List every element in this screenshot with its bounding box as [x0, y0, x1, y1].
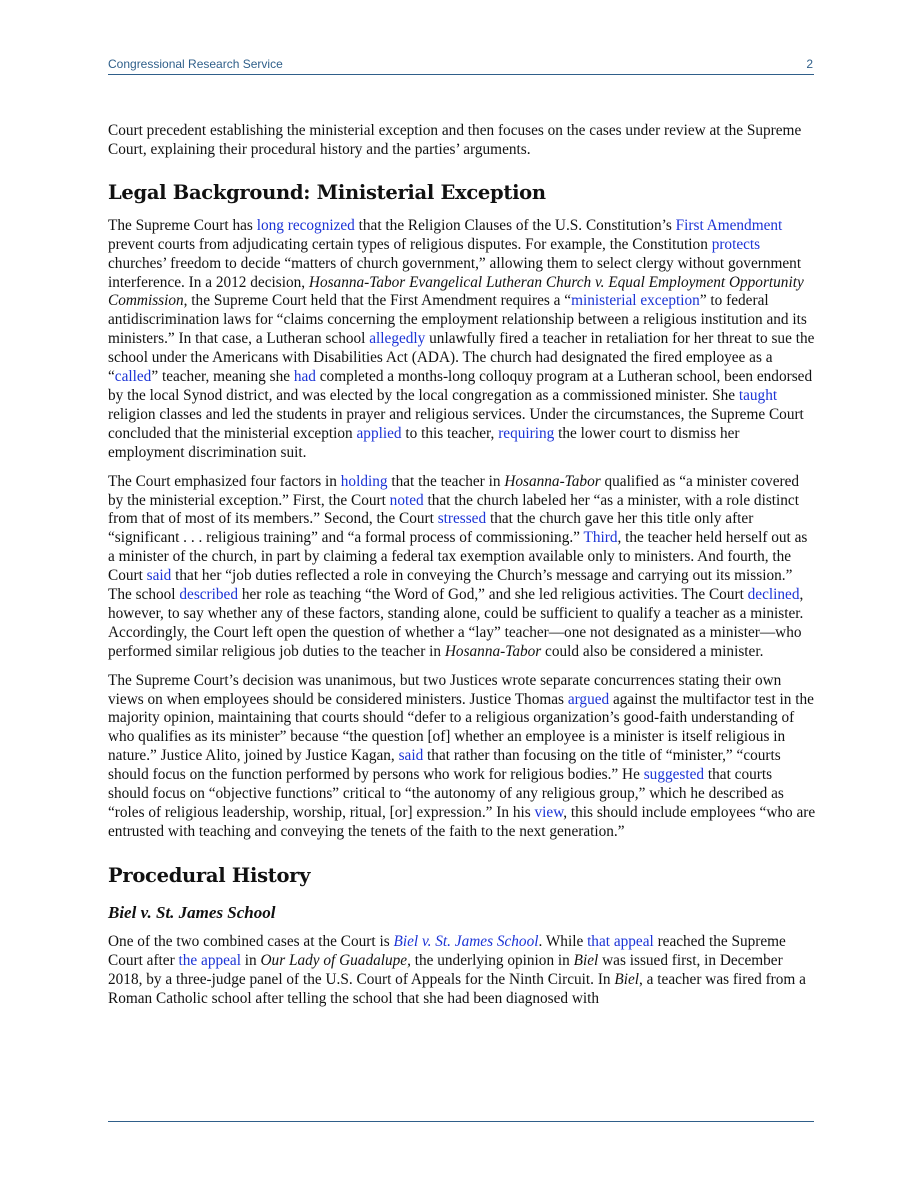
text-run: that the Religion Clauses of the U.S. Constitution’s	[354, 216, 676, 234]
link-long-recognized[interactable]: long recognized	[256, 216, 355, 234]
page-header	[108, 55, 814, 75]
legal-paragraph-1	[108, 217, 816, 463]
link-taught[interactable]: taught	[738, 386, 778, 404]
link-suggested[interactable]: suggested	[643, 766, 705, 784]
link-holding[interactable]: holding	[340, 472, 388, 490]
text-run: that her “job duties reflected a role in conveying the Church’s message and carrying out its mission.” The school	[108, 567, 793, 604]
text-run: against the multifactor test in the majority opinion, maintaining that courts should “defer to a religious organization’s good-faith understanding of who qualifies as its minister” because “the question [of] whether an employee is a minister is itself religious in nature.” Justice Alito, joined by Justice Kagan,	[108, 690, 814, 765]
text-run: churches’ freedom to decide “matters of church government,” allowing them to select clergy without government interference. In a 2012 decision,	[108, 254, 802, 291]
case-name-our-lady: Our Lady of Guadalupe,	[260, 951, 411, 969]
subheading-biel: Biel v. St. James School	[108, 902, 276, 922]
text-run: . While	[538, 932, 588, 950]
link-requiring[interactable]: requiring	[498, 424, 555, 442]
link-allegedly[interactable]: allegedly	[369, 330, 426, 348]
link-ministerial-exception[interactable]: ministerial exception	[571, 292, 700, 310]
link-described[interactable]: described	[179, 586, 238, 604]
text-run: that the teacher in	[387, 472, 505, 490]
text-run: that the church gave her this title only after “significant . . . religious training” and “a formal process of commissioning.”	[108, 510, 754, 547]
text-run: her role as teaching “the Word of God,” and she led religious activities. The Court	[238, 586, 748, 604]
text-run: the lower court to dismiss her employment discrimination suit.	[108, 424, 740, 461]
text-run: One of the two combined cases at the Court is	[108, 932, 394, 950]
legal-paragraph-3	[108, 672, 816, 842]
text-run: , however, to say whether any of these factors, standing alone, could be sufficient to qualify a teacher as a minister. Accordingly, the Court left open the question of whether a “lay” teacher—one not designated as a minister—who performed similar religious job duties to the teacher in	[108, 586, 804, 660]
case-name-hosanna-tabor: Hosanna-Tabor	[504, 472, 601, 490]
header-org: Congressional Research Service	[108, 57, 283, 71]
intro-paragraph: Court precedent establishing the ministerial exception and then focuses on the cases under review at the Supreme Court, explaining their procedural history and the parties’ arguments.	[108, 122, 802, 158]
text-run: was issued first, in December 2018, by a three-judge panel of the U.S. Court of Appeals for the Ninth Circuit. In	[108, 951, 783, 988]
text-run: that rather than focusing on the title of “minister,” “courts should focus on the function performed by persons who work for religious bodies.” He	[108, 747, 781, 784]
text-run: , the teacher held herself out as a minister of the church, in part by claiming a federal tax exemption available only to ministers. And fourth, the Court	[108, 529, 808, 585]
link-argued[interactable]: argued	[567, 690, 610, 708]
text-run: ” to federal antidiscrimination laws for “claims concerning the employment relationship between a religious institution and its ministers.” In that case, a Lutheran school	[108, 292, 807, 348]
text-run: to this teacher,	[401, 424, 499, 442]
link-stressed[interactable]: stressed	[437, 510, 487, 528]
text-run: completed a months-long colloquy program at a Lutheran school, been endorsed by the local Synod district, and was elected by the local congregation as a commissioned minister. She	[108, 368, 813, 404]
text-run: religion classes and led the students in prayer and religious services. Under the circumstances, the Supreme Court concluded that the ministerial exception	[108, 405, 804, 442]
link-view[interactable]: view	[534, 804, 564, 821]
case-name-biel: Biel	[573, 951, 599, 969]
link-declined[interactable]: declined	[747, 586, 800, 604]
text-run: The Supreme Court’s decision was unanimous, but two Justices wrote separate concurrences stating their own views on when employees should be considered ministers. Justice Thomas	[108, 671, 782, 708]
link-biel-v-st-james[interactable]: Biel v. St. James School	[393, 932, 539, 950]
footer-rule	[108, 1121, 814, 1122]
case-name-hosanna-tabor: Hosanna-Tabor Evangelical Lutheran Church v. Equal Employment Opportunity Commission	[108, 273, 804, 310]
section-heading-legal-background: Legal Background: Ministerial Exception	[108, 180, 546, 204]
link-applied[interactable]: applied	[356, 424, 402, 442]
text-run: the underlying opinion in	[410, 951, 574, 969]
header-page-number: 2	[806, 57, 813, 71]
link-protects[interactable]: protects	[711, 235, 761, 253]
link-said[interactable]: said	[146, 567, 172, 585]
text-run: , this should include employees “who are entrusted with teaching and conveying the tenets of the faith to the next generation.”	[108, 804, 816, 840]
link-first-amendment[interactable]: First Amendment	[675, 216, 783, 234]
link-had[interactable]: had	[293, 368, 316, 386]
text-run: could also be considered a minister.	[541, 642, 764, 660]
link-called[interactable]: called	[114, 368, 152, 386]
text-run: prevent courts from adjudicating certain types of religious disputes. For example, the Constitution	[108, 235, 712, 253]
legal-paragraph-2	[108, 473, 816, 662]
section-heading-procedural-history: Procedural History	[108, 863, 311, 887]
procedural-paragraph-1	[108, 933, 816, 1009]
case-name-hosanna-tabor: Hosanna-Tabor	[444, 642, 542, 660]
text-run: qualified as “a minister covered by the ministerial exception.” First, the Court	[108, 472, 800, 509]
link-said[interactable]: said	[398, 747, 424, 765]
link-third[interactable]: Third	[583, 529, 618, 547]
text-run: , a teacher was fired from a Roman Catholic school after telling the school that she had been diagnosed with	[108, 970, 806, 1007]
text-run: The Court emphasized four factors in	[108, 472, 341, 490]
text-run: reached the Supreme Court after	[108, 932, 786, 969]
document-body	[108, 122, 816, 1018]
text-run: in	[240, 951, 261, 969]
link-that-appeal[interactable]: that appeal	[587, 932, 654, 950]
text-run: ” teacher, meaning she	[151, 368, 294, 386]
text-run: , the Supreme Court held that the First Amendment requires a “	[183, 292, 572, 310]
text-run: The Supreme Court has	[108, 216, 257, 234]
text-run: unlawfully fired a teacher in retaliation for her threat to sue the school under the Americans with Disabilities Act (ADA). The church had designated the fired employee as a “	[108, 330, 815, 386]
link-the-appeal[interactable]: the appeal	[178, 951, 241, 969]
link-noted[interactable]: noted	[389, 491, 424, 509]
text-run: that the church labeled her “as a minister, with a role distinct from that of most of its members.” Second, the Court	[108, 491, 799, 528]
text-run: that courts should focus on “objective functions” critical to “the autonomy of any religious group,” which he described as “roles of religious leadership, worship, ritual, [or] expression.” In his	[108, 766, 784, 821]
case-name-biel: Biel	[614, 970, 640, 988]
